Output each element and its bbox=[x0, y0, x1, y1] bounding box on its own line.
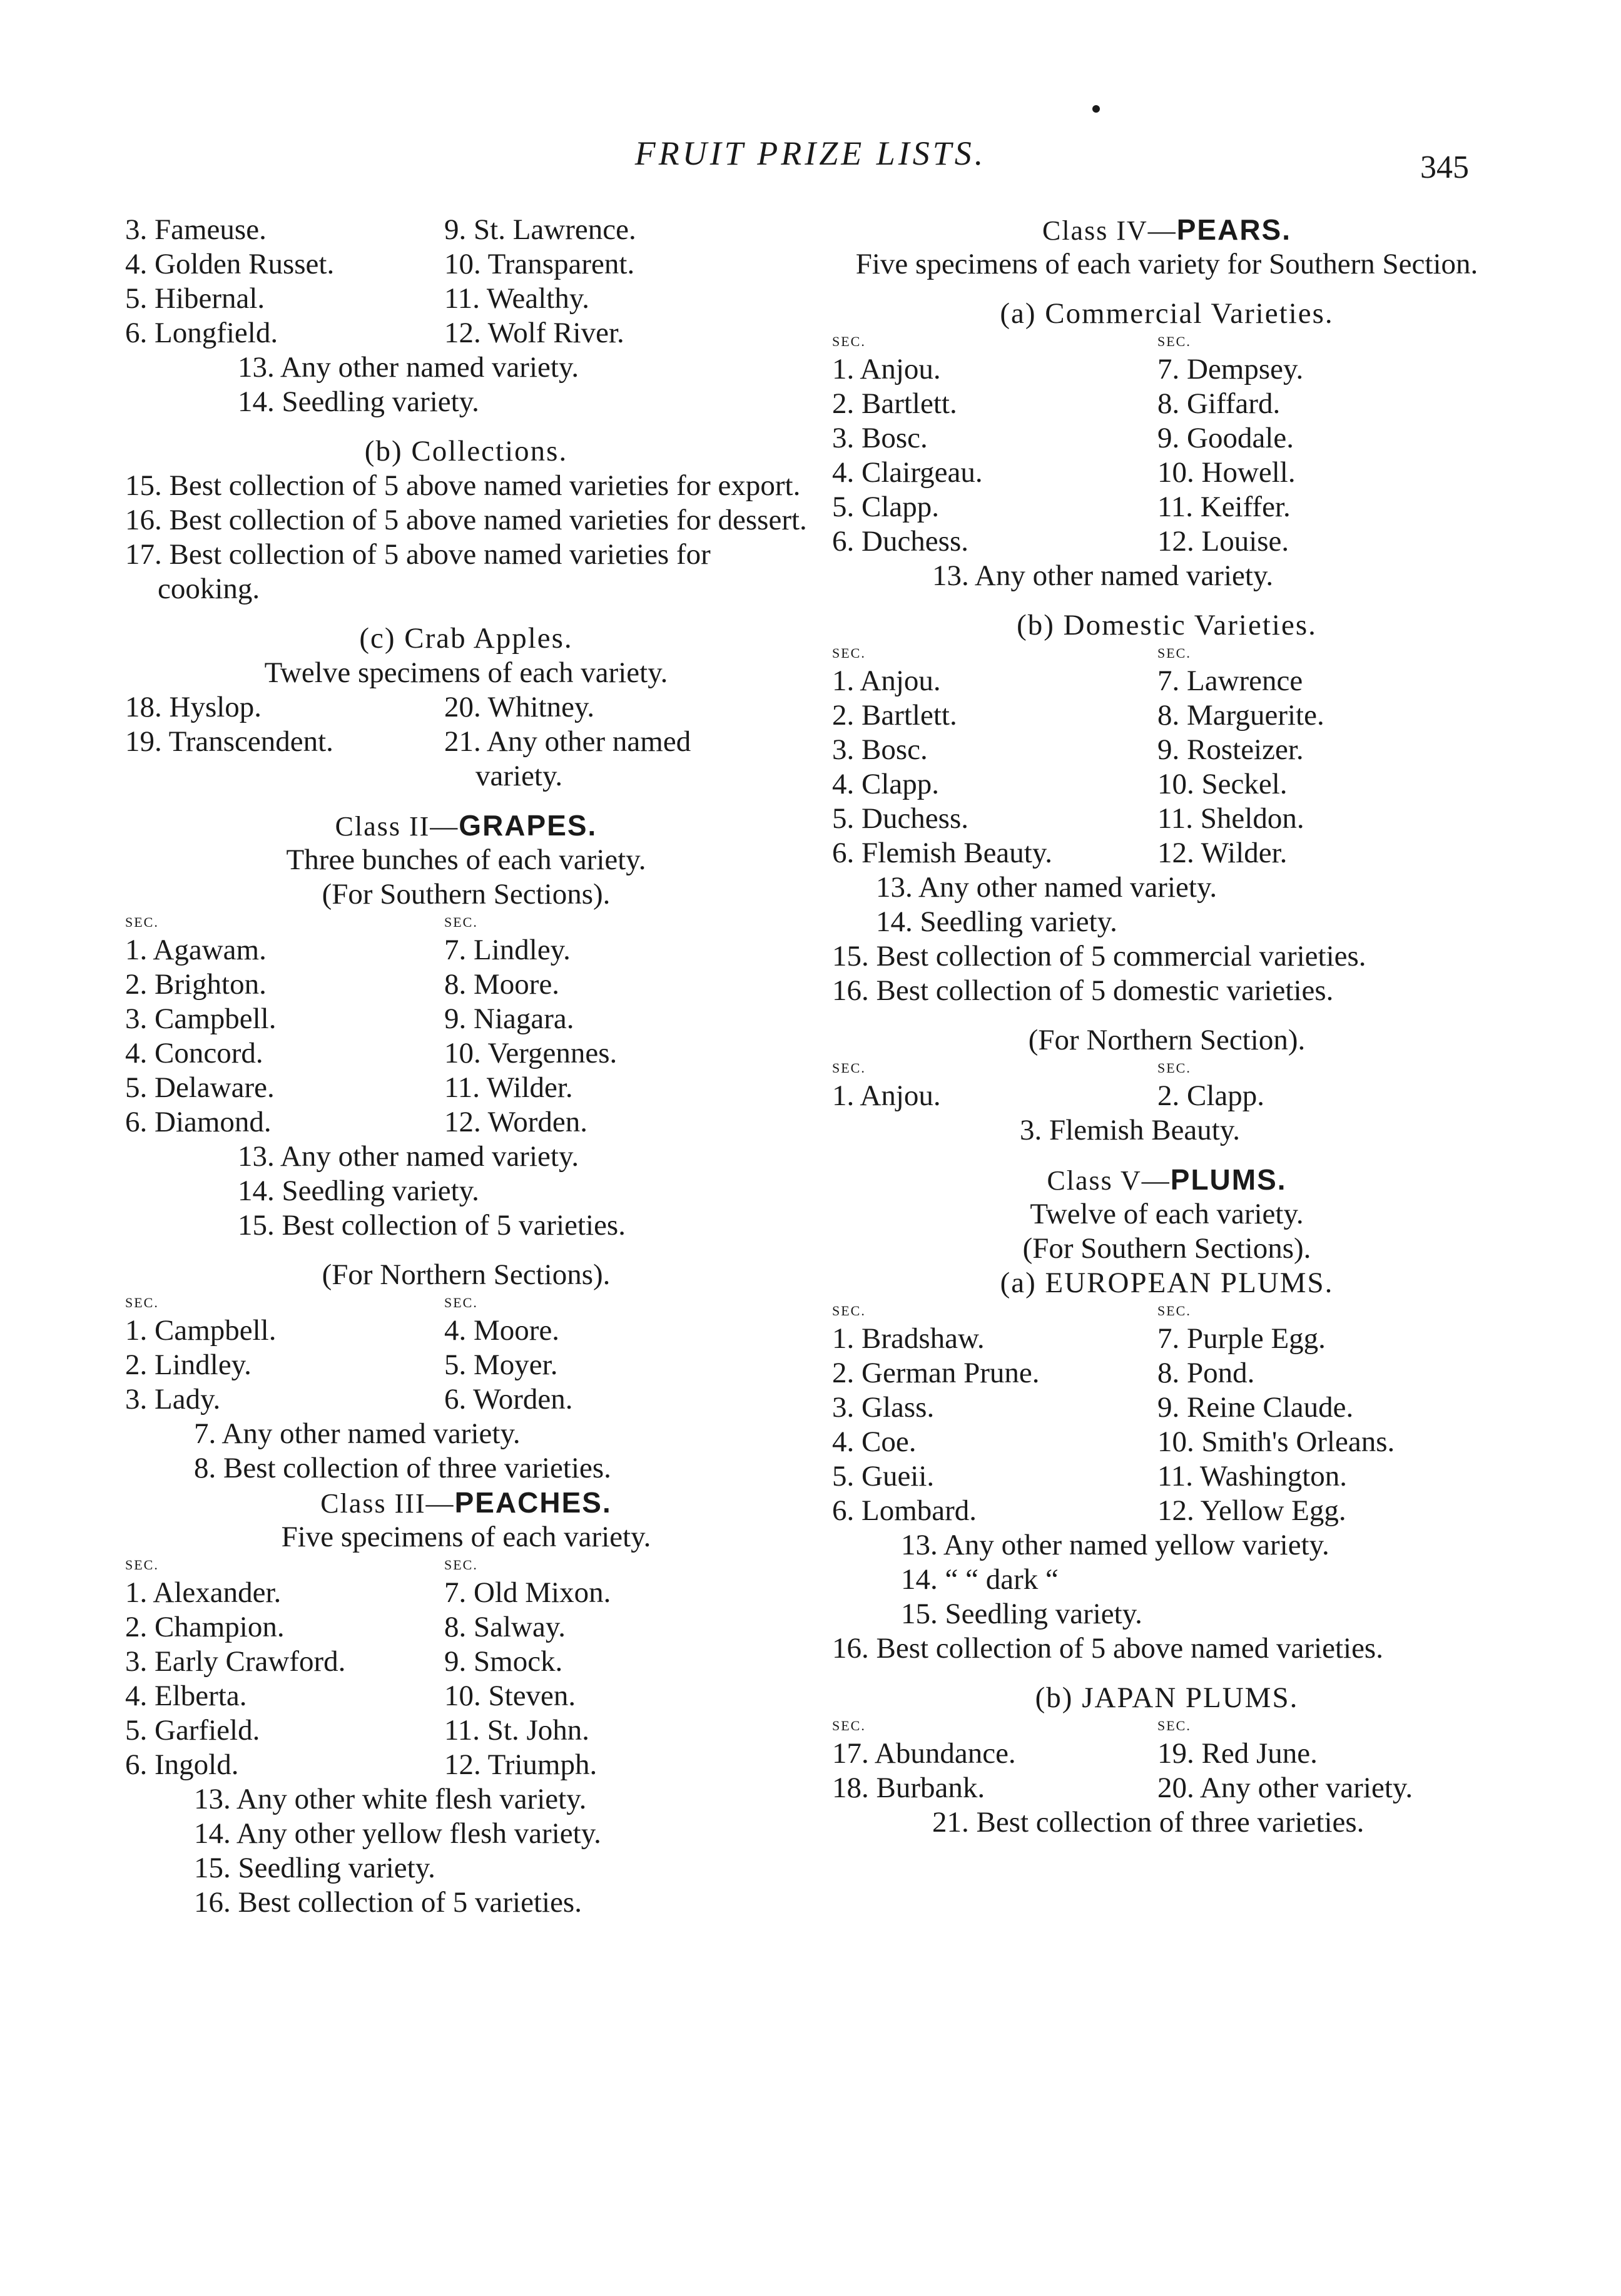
grape-north-item-b: 4. Moore. bbox=[444, 1314, 560, 1347]
pear-domestic-item-b: 8. Marguerite. bbox=[1157, 699, 1324, 732]
grapes-class-heading-prefix: Class II— bbox=[335, 811, 459, 842]
collection-item: 16. Best collection of 5 above named varieties for dessert. bbox=[125, 504, 807, 536]
sec-label-left: SEC. bbox=[832, 1060, 866, 1076]
peaches-class-heading-name: PEACHES. bbox=[454, 1486, 612, 1519]
peaches-subheading: Five specimens of each variety. bbox=[281, 1521, 651, 1553]
european-heading: (a) EUROPEAN PLUMS. bbox=[1000, 1267, 1334, 1299]
sec-label-right: SEC. bbox=[1157, 1718, 1191, 1733]
plum-european-item-a: 5. Gueii. bbox=[832, 1460, 935, 1492]
peach-row bbox=[125, 1576, 807, 1610]
sec-label-left: SEC. bbox=[832, 645, 866, 661]
grape-north-row bbox=[125, 1348, 807, 1382]
spacer bbox=[832, 282, 1502, 297]
sec-label-right: SEC. bbox=[1157, 334, 1191, 349]
peach-item-a: 2. Champion. bbox=[125, 1611, 285, 1643]
grape-item-a: 6. Diamond. bbox=[125, 1106, 272, 1138]
peaches-class-heading bbox=[125, 1486, 807, 1520]
pear-commercial-item-b: 8. Giffard. bbox=[1157, 387, 1281, 420]
apple-row bbox=[125, 213, 807, 247]
pear-commercial-item-b: 10. Howell. bbox=[1157, 456, 1296, 489]
plum-european-extra-line: 15. Seedling variety. bbox=[901, 1598, 1142, 1630]
crab-item-b: 20. Whitney. bbox=[444, 691, 595, 723]
grape-extra-line: 15. Best collection of 5 varieties. bbox=[238, 1209, 626, 1242]
peach-row bbox=[125, 1610, 807, 1645]
peach-item-a: 1. Alexander. bbox=[125, 1576, 282, 1609]
grape-north-item-b: 5. Moyer. bbox=[444, 1349, 558, 1381]
pear-north-row bbox=[832, 1079, 1502, 1113]
pear-commercial-item-b: 11. Keiffer. bbox=[1157, 491, 1291, 523]
pears-north-region: (For Northern Section). bbox=[1028, 1024, 1306, 1056]
peach-item-b: 8. Salway. bbox=[444, 1611, 566, 1643]
grape-row bbox=[125, 1071, 807, 1105]
grapes-north-region: (For Northern Sections). bbox=[322, 1258, 611, 1291]
collection-item: 17. Best collection of 5 above named varieties for cooking. bbox=[125, 538, 711, 605]
sec-label-left: SEC. bbox=[832, 334, 866, 349]
pear-domestic-row bbox=[832, 733, 1502, 767]
grape-item-a: 1. Agawam. bbox=[125, 934, 267, 966]
sec-label-right: SEC. bbox=[1157, 1060, 1191, 1076]
grape-item-a: 2. Brighton. bbox=[125, 968, 267, 1001]
pear-commercial-row bbox=[832, 456, 1502, 490]
plums-class-heading-name: PLUMS. bbox=[1170, 1163, 1287, 1196]
pears-class-heading-name: PEARS. bbox=[1176, 213, 1292, 246]
grape-north-item-a: 2. Lindley. bbox=[125, 1349, 252, 1381]
grape-row bbox=[125, 1002, 807, 1036]
plum-japan-item-a: 18. Burbank. bbox=[832, 1772, 985, 1804]
apple-extra-line: 13. Any other named variety. bbox=[238, 351, 579, 384]
apple-item-b: 11. Wealthy. bbox=[444, 282, 590, 315]
sec-label-right: SEC. bbox=[444, 1295, 478, 1310]
apple-row bbox=[125, 247, 807, 282]
pear-commercial-item-a: 4. Clairgeau. bbox=[832, 456, 983, 489]
pear-commercial-item-a: 6. Duchess. bbox=[832, 525, 968, 558]
plum-european-item-a: 6. Lombard. bbox=[832, 1494, 977, 1527]
plums-class-heading-prefix: Class V— bbox=[1047, 1165, 1171, 1196]
grape-row bbox=[125, 1105, 807, 1140]
plum-european-item-b: 11. Washington. bbox=[1157, 1460, 1348, 1492]
commercial-heading: (a) Commercial Varieties. bbox=[1000, 297, 1334, 330]
peaches-class-heading-prefix: Class III— bbox=[320, 1488, 455, 1519]
pear-domestic-extra-line: 13. Any other named variety. bbox=[876, 871, 1217, 904]
plum-european-row bbox=[832, 1322, 1502, 1356]
apple-row bbox=[125, 316, 807, 350]
peach-item-a: 3. Early Crawford. bbox=[125, 1645, 346, 1678]
grape-row bbox=[125, 967, 807, 1002]
pear-north-extra: 3. Flemish Beauty. bbox=[1020, 1114, 1241, 1146]
plum-european-item-b: 10. Smith's Orleans. bbox=[1157, 1426, 1395, 1458]
apple-item-a: 6. Longfield. bbox=[125, 317, 278, 349]
sec-label-left: SEC. bbox=[125, 1557, 159, 1573]
plum-japan-extra: 21. Best collection of three varieties. bbox=[932, 1806, 1364, 1839]
peach-extra-line: 16. Best collection of 5 varieties. bbox=[194, 1886, 582, 1919]
pear-commercial-row bbox=[832, 387, 1502, 421]
pear-domestic-item-a: 3. Bosc. bbox=[832, 733, 928, 766]
grapes-class-heading-name: GRAPES. bbox=[459, 809, 597, 842]
grape-item-b: 9. Niagara. bbox=[444, 1003, 574, 1035]
plum-japan-item-a: 17. Abundance. bbox=[832, 1737, 1016, 1770]
plums-subheading: Twelve of each variety. bbox=[1030, 1198, 1304, 1230]
grape-north-row bbox=[125, 1382, 807, 1417]
grape-row bbox=[125, 933, 807, 967]
plum-european-item-b: 8. Pond. bbox=[1157, 1357, 1255, 1389]
pear-north-item-b: 2. Clapp. bbox=[1157, 1079, 1265, 1112]
sec-label-right: SEC. bbox=[444, 914, 478, 930]
grape-north-extra-line: 8. Best collection of three varieties. bbox=[194, 1452, 611, 1484]
apple-item-b: 10. Transparent. bbox=[444, 248, 635, 280]
sec-label-right: SEC. bbox=[444, 1557, 478, 1573]
domestic-heading: (b) Domestic Varieties. bbox=[1017, 609, 1317, 641]
apple-item-b: 12. Wolf River. bbox=[444, 317, 624, 349]
pear-domestic-item-b: 11. Sheldon. bbox=[1157, 802, 1304, 835]
section-label-row bbox=[832, 331, 1502, 352]
section-label-row bbox=[125, 912, 807, 933]
crab-item-b: 21. Any other named bbox=[444, 725, 691, 758]
plums-class-heading bbox=[832, 1163, 1502, 1197]
plum-japan-item-b: 20. Any other variety. bbox=[1157, 1772, 1413, 1804]
spacer bbox=[125, 606, 807, 621]
pear-domestic-row bbox=[832, 698, 1502, 733]
ink-dot bbox=[1092, 105, 1100, 113]
peach-item-b: 12. Triumph. bbox=[444, 1748, 597, 1781]
pear-domestic-collection: 16. Best collection of 5 domestic varieties. bbox=[832, 974, 1334, 1007]
peach-item-b: 10. Steven. bbox=[444, 1680, 576, 1712]
grape-item-b: 7. Lindley. bbox=[444, 934, 571, 966]
pear-domestic-row bbox=[832, 802, 1502, 836]
plum-european-row bbox=[832, 1356, 1502, 1390]
plum-european-extra-line: 14. “ “ dark “ bbox=[901, 1563, 1059, 1596]
pear-domestic-item-a: 1. Anjou. bbox=[832, 665, 941, 697]
right-column bbox=[832, 213, 1502, 1840]
pear-north-item-a: 1. Anjou. bbox=[832, 1079, 941, 1112]
collection-item: 15. Best collection of 5 above named varieties for export. bbox=[125, 469, 801, 502]
grape-item-a: 4. Concord. bbox=[125, 1037, 263, 1069]
plum-european-item-a: 4. Coe. bbox=[832, 1426, 917, 1458]
pear-commercial-item-b: 7. Dempsey. bbox=[1157, 353, 1304, 385]
pear-domestic-item-b: 7. Lawrence bbox=[1157, 665, 1303, 697]
pear-commercial-row bbox=[832, 490, 1502, 524]
plum-european-item-a: 1. Bradshaw. bbox=[832, 1322, 985, 1355]
peach-item-b: 11. St. John. bbox=[444, 1714, 589, 1747]
plum-european-row bbox=[832, 1425, 1502, 1459]
pear-domestic-row bbox=[832, 767, 1502, 802]
spacer bbox=[832, 1008, 1502, 1023]
sec-label-left: SEC. bbox=[125, 1295, 159, 1310]
pear-commercial-item-a: 5. Clapp. bbox=[832, 491, 940, 523]
apple-extra-line: 14. Seedling variety. bbox=[238, 385, 479, 418]
grape-north-extra-line: 7. Any other named variety. bbox=[194, 1417, 521, 1450]
section-label-row bbox=[832, 1058, 1502, 1079]
pear-domestic-item-b: 12. Wilder. bbox=[1157, 837, 1288, 869]
crab-subheading: Twelve specimens of each variety. bbox=[264, 656, 668, 689]
sec-label-left: SEC. bbox=[832, 1303, 866, 1319]
pear-commercial-item-a: 3. Bosc. bbox=[832, 422, 928, 454]
grapes-region: (For Southern Sections). bbox=[322, 878, 611, 911]
left-column bbox=[125, 213, 807, 1920]
pear-commercial-row bbox=[832, 524, 1502, 559]
pear-domestic-row bbox=[832, 664, 1502, 698]
grape-extra-line: 14. Seedling variety. bbox=[238, 1175, 479, 1207]
plum-european-item-b: 12. Yellow Egg. bbox=[1157, 1494, 1346, 1527]
plums-region: (For Southern Sections). bbox=[1022, 1232, 1311, 1265]
apple-row bbox=[125, 282, 807, 316]
pears-class-heading bbox=[832, 213, 1502, 247]
page-number: 345 bbox=[1420, 150, 1469, 185]
spacer bbox=[832, 1148, 1502, 1163]
peach-item-a: 4. Elberta. bbox=[125, 1680, 247, 1712]
plum-japan-item-b: 19. Red June. bbox=[1157, 1737, 1318, 1770]
japan-heading: (b) JAPAN PLUMS. bbox=[1035, 1681, 1299, 1714]
spacer bbox=[125, 793, 807, 809]
pear-domestic-item-a: 4. Clapp. bbox=[832, 768, 940, 800]
pears-class-heading-prefix: Class IV— bbox=[1042, 215, 1177, 246]
spacer bbox=[125, 419, 807, 434]
pear-domestic-row bbox=[832, 836, 1502, 870]
peach-row bbox=[125, 1713, 807, 1748]
plum-european-collection: 16. Best collection of 5 above named varieties. bbox=[832, 1632, 1383, 1665]
section-label-row bbox=[125, 1554, 807, 1576]
crab-item-a: 19. Transcendent. bbox=[125, 725, 333, 758]
pear-domestic-extra-line: 14. Seedling variety. bbox=[876, 906, 1117, 938]
peach-extra-line: 13. Any other white flesh variety. bbox=[194, 1783, 587, 1815]
grape-item-b: 12. Worden. bbox=[444, 1106, 588, 1138]
spacer bbox=[832, 593, 1502, 608]
grape-north-item-a: 1. Campbell. bbox=[125, 1314, 277, 1347]
peach-row bbox=[125, 1748, 807, 1782]
pears-subheading: Five specimens of each variety for Southern Section. bbox=[855, 248, 1478, 280]
pear-commercial-row bbox=[832, 421, 1502, 456]
plum-european-row bbox=[832, 1390, 1502, 1425]
grape-north-item-a: 3. Lady. bbox=[125, 1383, 221, 1416]
plum-japan-row bbox=[832, 1737, 1502, 1771]
peach-row bbox=[125, 1679, 807, 1713]
apple-item-a: 5. Hibernal. bbox=[125, 282, 265, 315]
grape-item-a: 3. Campbell. bbox=[125, 1003, 277, 1035]
grape-extra-line: 13. Any other named variety. bbox=[238, 1140, 579, 1173]
grape-north-row bbox=[125, 1314, 807, 1348]
pear-domestic-item-a: 2. Bartlett. bbox=[832, 699, 957, 732]
plum-european-row bbox=[832, 1494, 1502, 1528]
spacer bbox=[832, 1666, 1502, 1681]
sec-label-right: SEC. bbox=[1157, 1303, 1191, 1319]
pear-domestic-collection: 15. Best collection of 5 commercial varieties. bbox=[832, 940, 1366, 972]
section-label-row bbox=[832, 1715, 1502, 1737]
plum-european-item-a: 2. German Prune. bbox=[832, 1357, 1040, 1389]
sec-label-left: SEC. bbox=[832, 1718, 866, 1733]
plum-european-item-b: 9. Reine Claude. bbox=[1157, 1391, 1354, 1424]
grape-item-b: 8. Moore. bbox=[444, 968, 560, 1001]
crab-heading: (c) Crab Apples. bbox=[359, 622, 573, 655]
crab-item-a: 18. Hyslop. bbox=[125, 691, 262, 723]
crab-tail: variety. bbox=[475, 760, 563, 792]
pear-commercial-item-a: 2. Bartlett. bbox=[832, 387, 957, 420]
plum-european-extra-line: 13. Any other named yellow variety. bbox=[901, 1529, 1329, 1561]
grape-row bbox=[125, 1036, 807, 1071]
pear-domestic-item-b: 9. Rosteizer. bbox=[1157, 733, 1304, 766]
crab-row bbox=[125, 725, 807, 759]
peach-item-a: 6. Ingold. bbox=[125, 1748, 239, 1781]
grape-item-b: 10. Vergennes. bbox=[444, 1037, 617, 1069]
section-label-row bbox=[125, 1292, 807, 1314]
plum-european-item-a: 3. Glass. bbox=[832, 1391, 935, 1424]
peach-item-b: 9. Smock. bbox=[444, 1645, 563, 1678]
apple-item-a: 3. Fameuse. bbox=[125, 213, 267, 246]
grape-item-b: 11. Wilder. bbox=[444, 1071, 573, 1104]
plum-european-item-b: 7. Purple Egg. bbox=[1157, 1322, 1326, 1355]
grapes-subheading: Three bunches of each variety. bbox=[286, 844, 646, 876]
peach-extra-line: 15. Seedling variety. bbox=[194, 1852, 435, 1884]
apple-item-a: 4. Golden Russet. bbox=[125, 248, 335, 280]
running-head: FRUIT PRIZE LISTS. bbox=[634, 135, 987, 172]
plum-european-row bbox=[832, 1459, 1502, 1494]
pear-commercial-item-b: 9. Goodale. bbox=[1157, 422, 1294, 454]
peach-item-a: 5. Garfield. bbox=[125, 1714, 260, 1747]
pear-commercial-extra: 13. Any other named variety. bbox=[932, 559, 1274, 592]
pear-domestic-item-b: 10. Seckel. bbox=[1157, 768, 1288, 800]
grapes-class-heading bbox=[125, 809, 807, 843]
pear-commercial-item-b: 12. Louise. bbox=[1157, 525, 1289, 558]
grape-item-a: 5. Delaware. bbox=[125, 1071, 275, 1104]
peach-row bbox=[125, 1645, 807, 1679]
section-label-row bbox=[832, 1300, 1502, 1322]
peach-item-b: 7. Old Mixon. bbox=[444, 1576, 611, 1609]
pear-domestic-item-a: 6. Flemish Beauty. bbox=[832, 837, 1053, 869]
grape-north-item-b: 6. Worden. bbox=[444, 1383, 573, 1416]
crab-row bbox=[125, 690, 807, 725]
pear-domestic-item-a: 5. Duchess. bbox=[832, 802, 968, 835]
pear-commercial-row bbox=[832, 352, 1502, 387]
spacer bbox=[125, 1243, 807, 1258]
collections-heading: (b) Collections. bbox=[364, 435, 568, 467]
apple-item-b: 9. St. Lawrence. bbox=[444, 213, 636, 246]
peach-extra-line: 14. Any other yellow flesh variety. bbox=[194, 1817, 601, 1850]
pear-commercial-item-a: 1. Anjou. bbox=[832, 353, 941, 385]
section-label-row bbox=[832, 643, 1502, 664]
sec-label-right: SEC. bbox=[1157, 645, 1191, 661]
plum-japan-row bbox=[832, 1771, 1502, 1805]
sec-label-left: SEC. bbox=[125, 914, 159, 930]
